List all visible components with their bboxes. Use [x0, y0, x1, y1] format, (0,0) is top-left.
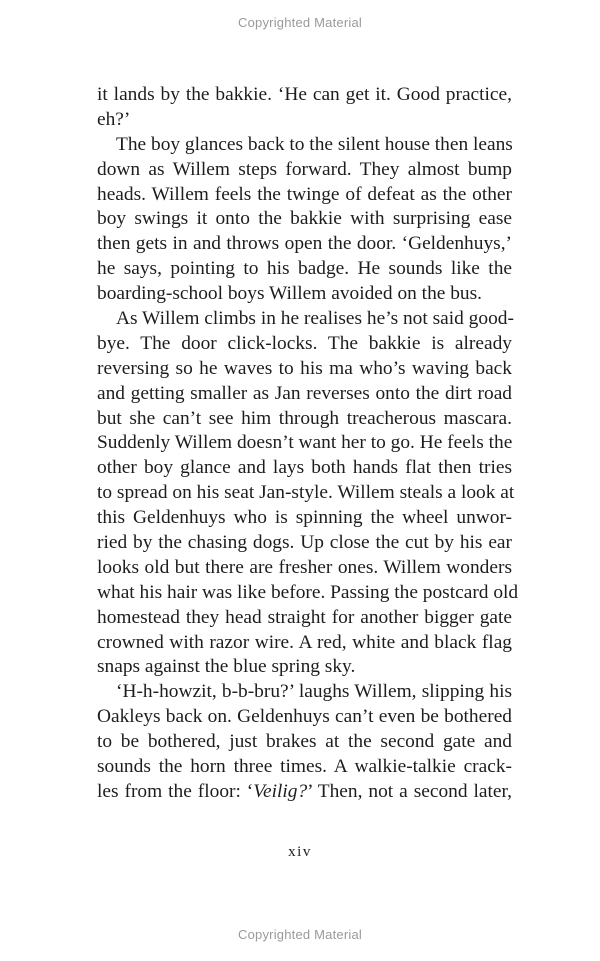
text-line: and getting smaller as Jan reverses onto the dirt road — [97, 382, 512, 404]
text-line: it lands by the bakkie. ‘He can get it. Good practice, — [97, 84, 512, 105]
text-line: this Geldenhuys who is spinning the wheel unwor- — [97, 507, 512, 529]
text-segment: les from the floor: ‘ — [97, 780, 254, 802]
text-line: down as Willem steps forward. They almost bump — [97, 158, 512, 180]
body-text — [97, 83, 519, 805]
text-line: ‘H-h-howzit, b-b-bru?’ laughs Willem, slipping his — [116, 681, 512, 703]
watermark-bottom: Copyrighted Material — [238, 927, 362, 942]
text-line: The boy glances back to the silent house then leans — [116, 133, 513, 155]
text-line: homestead they head straight for another bigger gate — [97, 606, 512, 628]
text-line: reversing so he waves to his ma who’s waving back — [97, 357, 512, 379]
text-segment: ’ Then, not a second later, — [307, 780, 513, 802]
text-line: to be bothered, just brakes at the second gate and — [97, 731, 512, 753]
text-line: As Willem climbs in he realises he’s not said good- — [116, 308, 514, 330]
watermark-top: Copyrighted Material — [238, 15, 362, 30]
italic-word: Veilig? — [253, 780, 308, 802]
text-line: Oakleys back on. Geldenhuys can’t even be bothered — [97, 706, 512, 728]
text-line: eh?’ — [97, 108, 131, 130]
page-number: xiv — [288, 844, 312, 860]
text-line: bye. The door click-locks. The bakkie is already — [97, 332, 512, 354]
text-line: heads. Willem feels the twinge of defeat as the other — [97, 183, 512, 205]
text-line: ried by the chasing dogs. Up close the cut by his ear — [97, 532, 512, 554]
text-line: sounds the horn three times. A walkie-talkie crack- — [97, 756, 512, 778]
text-line: boarding-school boys Willem avoided on the bus. — [97, 283, 483, 305]
text-line: crowned with razor wire. A red, white and black flag — [97, 631, 512, 653]
text-line: boy swings it onto the bakkie with surprising ease — [97, 208, 512, 230]
text-line: other boy glance and lays both hands flat then tries — [97, 457, 512, 479]
text-line: snaps against the blue spring sky. — [97, 656, 356, 678]
text-line: what his hair was like before. Passing the postcard old — [97, 581, 519, 603]
text-line: looks old but there are fresher ones. Willem wonders — [97, 556, 512, 578]
text-line: then gets in and throws open the door. ‘Geldenhuys,’ — [97, 233, 512, 255]
text-line: to spread on his seat Jan-style. Willem steals a look at — [97, 482, 515, 504]
text-line: but she can’t see him through treacherous mascara. — [97, 407, 512, 429]
text-line-mixed — [97, 780, 512, 805]
text-line: Suddenly Willem doesn’t want her to go. He feels the — [97, 432, 513, 454]
text-line: he says, pointing to his badge. He sounds like the — [97, 258, 512, 280]
